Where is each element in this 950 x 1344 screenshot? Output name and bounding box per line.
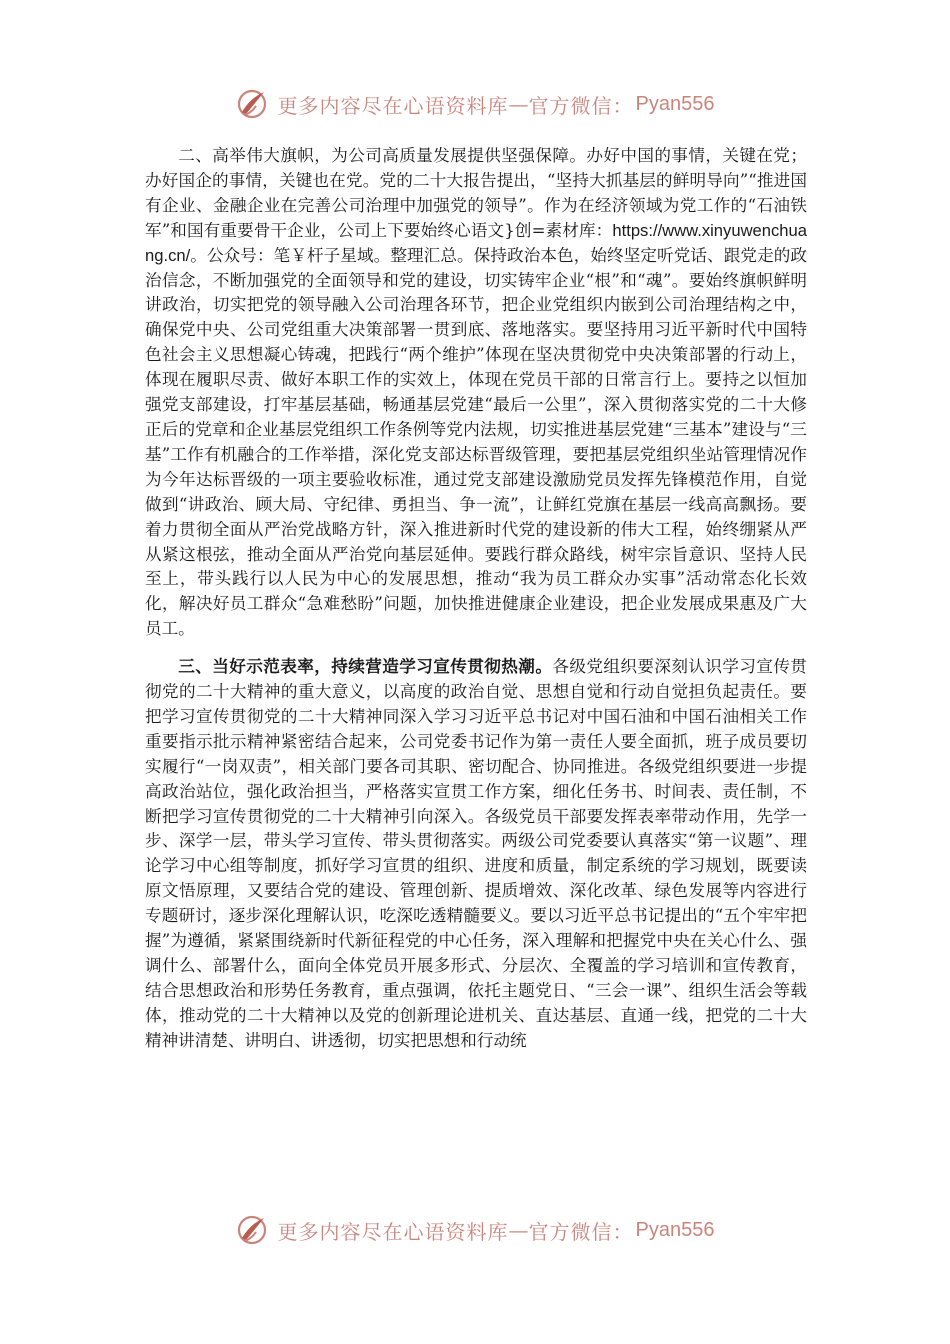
paragraph-text-continued: 。公众号：笔￥杆子星域。整理汇总。保持政治本色，始终坚定听党话、跟党走的政治信念，不断加强党的全面领导和党的建设，切实铸牢企业“根”和“魂”。要始终旗帜鲜明讲政治，切实把党的领导融入公司治理各环节，把企业党组织内嵌到公司治理结构之中，确保党中央、公司党组重大决策部署一贯到底、落地落实。要坚持用习近平新时代中国特色社会主义思想凝心铸魂，把践行“两个维护”体现在坚决贯彻党中央决策部署的行动上，体现在履职尽责、做好本职工作的实效上，体现在党员干部的日常言行上。要持之以恒加强党支部建设，打牢基层基础，畅通基层党建“最后一公里”，深入贯彻落实党的二十大修正后的党章和企业基层党组织工作条例等党内法规，切实推进基层党建“三基本”建设与“三基”工作有机融合的工作举措，深化党支部达标晋级管理，要把基层党组织坐站管理情况作为今年达标晋级的一项主要验收标准，通过党支部建设激励党员发挥先锋模范作用，自觉做到“讲政治、顾大局、守纪律、勇担当、争一流”，让鲜红党旗在基层一线高高飘扬。要着力贯彻全面从严治党战略方针，深入推进新时代党的建设新的伟大工程，始终绷紧从严从紧这根弦，推动全面从严治党向基层延伸。要践行群众路线，树牢宗旨意识、坚持人民至上，带头践行以人民为中心的发展思想，推动“我为员工群众办实事”活动常态化长效化，解决好员工群众“急难愁盼”问题，加快推进健康企业建设，把企业发展成果惠及广大员工。 — [145, 245, 807, 639]
paragraph-section-2 — [145, 144, 807, 642]
watermark-separator: — — [508, 92, 529, 116]
watermark-footer — [0, 1210, 950, 1250]
source-url: https://www.xinyuwenchuang.cn/ — [145, 220, 807, 265]
watermark-header — [0, 84, 950, 124]
watermark-wechat-id: Pyan556 — [635, 92, 715, 115]
brush-logo-icon — [236, 86, 272, 122]
document-body — [145, 144, 807, 1054]
watermark-wechat-id: Pyan556 — [635, 1218, 715, 1241]
paragraph-text: 各级党组织要深刻认识学习宣传贯彻党的二十大精神的重大意义，以高度的政治自觉、思想自觉和行动自觉担负起责任。要把学习宣传贯彻党的二十大精神同深入学习习近平总书记对中国石油和中国石油相关工作重要指示批示精神紧密结合起来，公司党委书记作为第一责任人要全面抓，班子成员要切实履行“一岗双责”，相关部门要各司其职、密切配合、协同推进。各级党组织要进一步提高政治站位，强化政治担当，严格落实宣贯工作方案，细化任务书、时间表、责任制，不断把学习宣传贯彻党的二十大精神引向深入。各级党员干部要发挥表率带动作用，先学一步、深学一层，带头学习宣传、带头贯彻落实。两级公司党委要认真落实“第一议题”、理论学习中心组等制度，抓好学习宣贯的组织、进度和质量，制定系统的学习规划，既要读原文悟原理，又要结合党的建设、管理创新、提质增效、深化改革、绿色发展等内容进行专题研讨，逐步深化理解认识，吃深吃透精髓要义。要以习近平总书记提出的“五个牢牢把握”为遵循，紧紧围绕新时代新征程党的中心任务，深入理解和把握党中央在关心什么、强调什么、部署什么，面向全体党员开展多形式、分层次、全覆盖的学习培训和宣传教育，结合思想政治和形势任务教育，重点强调，依托主题党日、“三会一课”、组织生活会等载体，推动党的二十大精神以及党的创新理论进机关、直达基层、直通一线，把党的二十大精神讲清楚、讲明白、讲透彻，切实把思想和行动统 — [145, 657, 808, 1050]
section-heading: 三、当好示范表率，持续营造学习宣传贯彻热潮。 — [178, 656, 553, 677]
watermark-wechat-label: 官方微信： — [528, 1219, 634, 1244]
watermark-text: 更多内容尽在心语资料库 — [277, 93, 509, 118]
watermark-text: 更多内容尽在心语资料库 — [277, 1219, 509, 1244]
watermark-wechat-label: 官方微信： — [528, 93, 634, 118]
watermark-separator: — — [508, 1218, 529, 1242]
paragraph-section-3 — [145, 654, 807, 1054]
paragraph-text: 二、高举伟大旗帜，为公司高质量发展提供坚强保障。办好中国的事情，关键在党；办好国企的事情，关键也在党。党的二十大报告提出，“坚持大抓基层的鲜明导向”“推进国有企业、金融企业在完善公司治理中加强党的领导”。作为在经济领域为党工作的“石油铁军”和国有重要骨干企业，公司上下要始终心语文}创=素材库： — [145, 146, 807, 240]
brush-logo-icon — [236, 1212, 272, 1248]
